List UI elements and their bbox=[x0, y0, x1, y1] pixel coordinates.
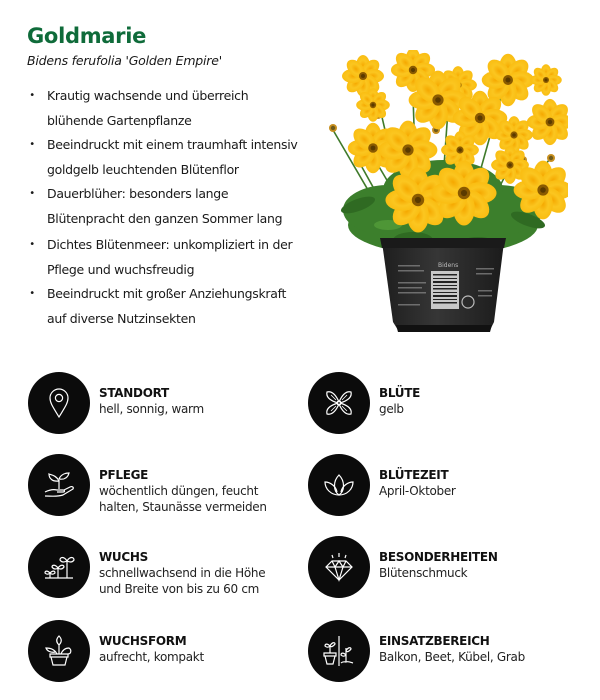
lotus-icon bbox=[308, 454, 370, 516]
bullet-text: Krautig wachsende und überreich bbox=[47, 88, 249, 103]
feature-label: EINSATZBEREICH bbox=[379, 634, 490, 648]
bullet-item bbox=[27, 233, 307, 282]
feature-value: aufrecht, kompakt bbox=[99, 650, 204, 664]
feature-value: und Breite von bis zu 60 cm bbox=[99, 582, 260, 596]
feature-value: April-Oktober bbox=[379, 484, 456, 498]
feature-bluetezeit bbox=[308, 454, 578, 520]
feature-bluete bbox=[308, 372, 578, 438]
bullet-text: goldgelb leuchtenden Blütenflor bbox=[47, 161, 239, 177]
feature-value: halten, Staunässe vermeiden bbox=[99, 500, 267, 514]
flower-blossom-icon bbox=[308, 372, 370, 434]
feature-pflege bbox=[28, 454, 298, 520]
bullet-dot: • bbox=[29, 90, 35, 101]
feature-wuchsform bbox=[28, 620, 298, 686]
feature-label: WUCHS bbox=[99, 550, 148, 564]
pot-label: Bidens bbox=[438, 262, 459, 269]
bullet-text: Pflege und wuchsfreudig bbox=[47, 261, 195, 277]
feature-standort bbox=[28, 372, 298, 438]
seedling-hand-icon bbox=[28, 454, 90, 516]
feature-label: BLÜTE bbox=[379, 386, 420, 400]
feature-value: Blütenschmuck bbox=[379, 566, 468, 580]
bullet-text: Dichtes Blütenmeer: unkompliziert in der bbox=[47, 237, 293, 252]
diamond-icon bbox=[308, 536, 370, 598]
feature-value: Balkon, Beet, Kübel, Grab bbox=[379, 650, 525, 664]
bullet-dot: • bbox=[29, 188, 35, 199]
bullet-text: auf diverse Nutzinsekten bbox=[47, 310, 196, 326]
feature-label: BLÜTEZEIT bbox=[379, 468, 449, 482]
bullet-item bbox=[27, 84, 307, 133]
bullet-dot: • bbox=[29, 239, 35, 250]
feature-wuchs bbox=[28, 536, 298, 602]
feature-einsatzbereich bbox=[308, 620, 578, 686]
bullet-text: Blütenpracht den ganzen Sommer lang bbox=[47, 210, 283, 226]
feature-besonderheiten bbox=[308, 536, 578, 602]
feature-label: WUCHSFORM bbox=[99, 634, 187, 648]
feature-label: BESONDERHEITEN bbox=[379, 550, 498, 564]
botanical-name: Bidens ferufolia 'Golden Empire' bbox=[27, 53, 222, 68]
feature-value: gelb bbox=[379, 402, 404, 416]
bullet-dot: • bbox=[29, 288, 35, 299]
feature-value: schnellwachsend in die Höhe bbox=[99, 566, 266, 580]
feature-value: wöchentlich düngen, feucht bbox=[99, 484, 259, 498]
bullet-text: Beeindruckt mit einem traumhaft intensiv bbox=[47, 137, 298, 152]
product-title: Goldmarie bbox=[27, 24, 147, 48]
potted-plant-icon bbox=[28, 620, 90, 682]
pot-and-bed-icon bbox=[308, 620, 370, 682]
bullet-item bbox=[27, 182, 307, 231]
bullet-text: Dauerblüher: besonders lange bbox=[47, 186, 229, 201]
growing-sprouts-icon bbox=[28, 536, 90, 598]
feature-label: PFLEGE bbox=[99, 468, 149, 482]
bullet-item bbox=[27, 133, 307, 182]
feature-value: hell, sonnig, warm bbox=[99, 402, 204, 416]
bullet-text: blühende Gartenpflanze bbox=[47, 112, 192, 128]
bullet-dot: • bbox=[29, 139, 35, 150]
bullet-text: Beeindruckt mit großer Anziehungskraft bbox=[47, 286, 287, 301]
bullet-item bbox=[27, 282, 307, 331]
feature-bullet-list bbox=[27, 84, 307, 331]
feature-label: STANDORT bbox=[99, 386, 169, 400]
map-pin-icon bbox=[28, 372, 90, 434]
product-image bbox=[318, 50, 568, 335]
